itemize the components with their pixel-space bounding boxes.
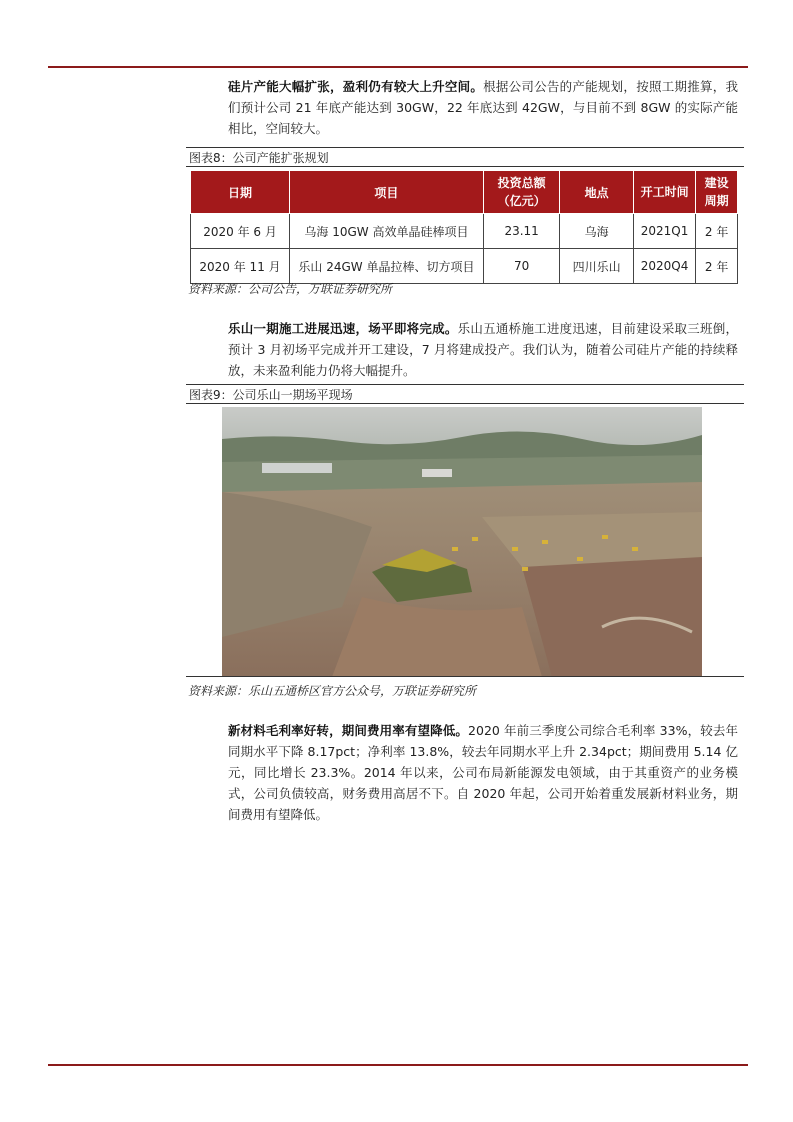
cell-project: 乌海 10GW 高效单晶硅棒项目 — [290, 214, 484, 249]
cell-date: 2020 年 6 月 — [191, 214, 290, 249]
paragraph-leshan — [228, 318, 738, 381]
col-period: 建设周期 — [696, 171, 738, 214]
figure9-bottom-rule — [186, 676, 744, 677]
col-investment: 投资总额（亿元） — [483, 171, 560, 214]
figure9-source: 资料来源：乐山五通桥区官方公众号，万联证券研究所 — [188, 684, 477, 698]
cell-project: 乐山 24GW 单晶拉棒、切方项目 — [290, 249, 484, 284]
cell-date: 2020 年 11 月 — [191, 249, 290, 284]
footer-rule — [48, 1064, 748, 1066]
figure9-caption: 图表9：公司乐山一期场平现场 — [186, 384, 744, 404]
cell-location: 乌海 — [560, 214, 633, 249]
cell-location: 四川乐山 — [560, 249, 633, 284]
cell-period: 2 年 — [696, 249, 738, 284]
paragraph-materials — [228, 720, 738, 825]
paragraph-leshan-body: 乐山五通桥施工进度迅速，目前建设采取三班倒，预计 3 月初场平完成并开工建设，7 月将建成投产。我们认为，随着公司硅片产能的持续释放，未来盈利能力仍将大幅提升。 — [228, 321, 738, 378]
header-rule — [48, 66, 748, 68]
figure8-source: 资料来源：公司公告，万联证券研究所 — [188, 282, 393, 296]
figure8-caption: 图表8：公司产能扩张规划 — [186, 147, 744, 167]
col-location: 地点 — [560, 171, 633, 214]
col-date: 日期 — [191, 171, 290, 214]
cell-period: 2 年 — [696, 214, 738, 249]
col-start: 开工时间 — [633, 171, 695, 214]
table-row — [191, 249, 738, 284]
paragraph-materials-body: 2020 年前三季度公司综合毛利率 33%，较去年同期水平下降 8.17pct；净利率 13.8%，较去年同期水平上升 2.34pct；期间费用 5.14 亿元，同比增长 23.3%。2014 年以来，公司布局新能源发电领域，由于其重资产的业务模式，公司负债较高，财务费用高居不下。自 2020 年起，公司开始着重发展新材料业务，期间费用有望降低。 — [228, 723, 738, 822]
capacity-table — [190, 170, 738, 284]
construction-site-image — [222, 407, 702, 677]
table-row — [191, 214, 738, 249]
table-header-row — [191, 171, 738, 214]
cell-investment: 70 — [483, 249, 560, 284]
col-project: 项目 — [290, 171, 484, 214]
paragraph-capacity — [228, 76, 738, 139]
paragraph-capacity-body: 根据公司公告的产能规划，按照工期推算，我们预计公司 21 年底产能达到 30GW，22 年底达到 42GW，与目前不到 8GW 的实际产能相比，空间较大。 — [228, 79, 738, 136]
paragraph-materials-lead: 新材料毛利率好转，期间费用率有望降低。 — [228, 723, 469, 738]
paragraph-leshan-lead: 乐山一期施工进展迅速，场平即将完成。 — [228, 321, 458, 336]
construction-site-photo — [222, 407, 702, 677]
cell-investment: 23.11 — [483, 214, 560, 249]
paragraph-capacity-lead: 硅片产能大幅扩张，盈利仍有较大上升空间。 — [228, 79, 484, 94]
cell-start: 2021Q1 — [633, 214, 695, 249]
cell-start: 2020Q4 — [633, 249, 695, 284]
